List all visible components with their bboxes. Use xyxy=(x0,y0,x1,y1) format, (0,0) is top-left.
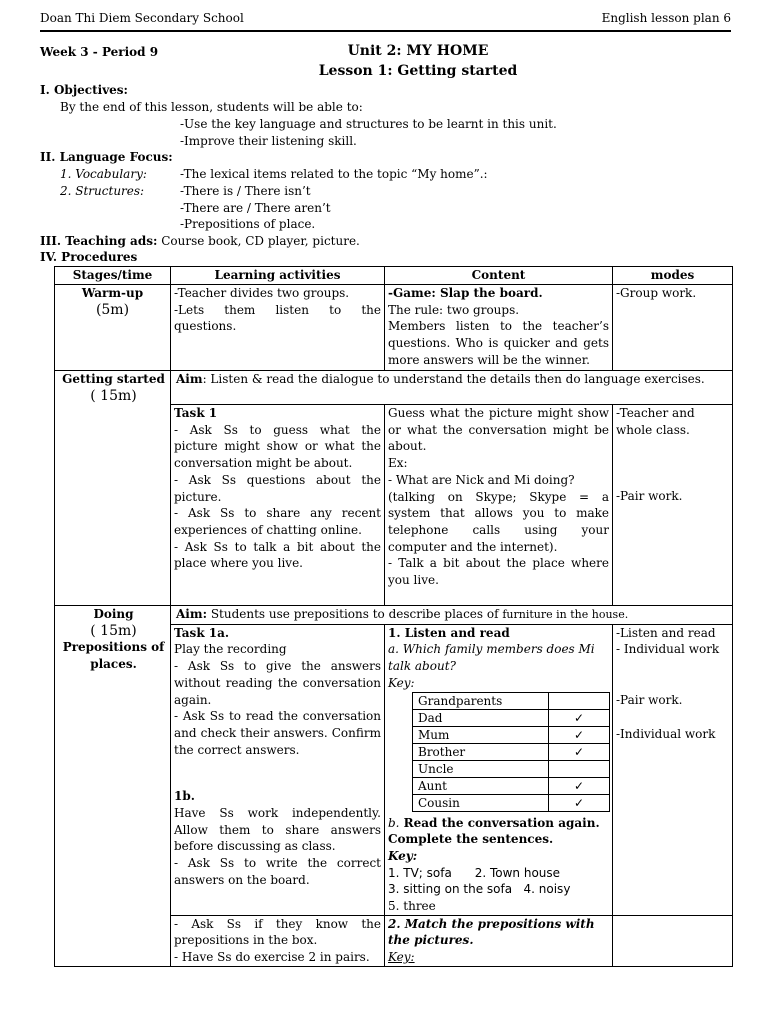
activity-line: -Lets them listen to the questions. xyxy=(174,302,381,334)
aim-cell xyxy=(171,606,733,625)
check-mark-icon xyxy=(549,760,610,777)
activity-line: - Ask Ss if they know the prepositions in the box. xyxy=(174,916,381,948)
aim-text: : Listen & read the dialogue to understand the details then do language exercises. xyxy=(202,372,705,386)
family-key-row xyxy=(413,760,610,777)
structures-label: 2. Structures: xyxy=(60,184,145,198)
activities-cell xyxy=(171,624,385,915)
answer-line: 5. three xyxy=(388,899,436,914)
stage-name: Doing xyxy=(93,607,134,621)
check-mark-icon: ✓ xyxy=(549,726,610,743)
family-member: Mum xyxy=(413,726,549,743)
activities-cell xyxy=(171,915,385,966)
aim-label: Aim: xyxy=(176,607,207,621)
page-header xyxy=(40,6,731,32)
activity-line: - Ask Ss to read the conversation and check their answers. Confirm the correct answers. xyxy=(174,709,381,757)
activity-line: Play the recording xyxy=(174,642,287,657)
mode-line: -Individual work xyxy=(616,726,716,741)
stage-name: Warm-up xyxy=(81,286,144,300)
activity-line: -Teacher divides two groups. xyxy=(174,286,350,300)
task-label: Task 1a. xyxy=(174,625,230,640)
aim-text: Students use prepositions to describe places of xyxy=(207,607,503,621)
content-cell xyxy=(385,285,613,371)
mode-line: - Individual work xyxy=(616,642,720,657)
stage-cell xyxy=(55,371,171,606)
activities-cell xyxy=(171,285,385,371)
table-header-row xyxy=(55,267,733,285)
stage-name: Getting started xyxy=(62,372,165,386)
aim-text-small: furniture in the house. xyxy=(502,608,629,621)
teaching-aids-heading: III. Teaching ads: xyxy=(40,234,158,248)
table-row-doing-aim xyxy=(55,606,733,625)
mode-cell xyxy=(613,285,733,371)
week-period: Week 3 - Period 9 xyxy=(40,45,159,59)
activity-line: - Ask Ss to give the answers without reading the conversation again. xyxy=(174,659,381,707)
structure-item: -Prepositions of place. xyxy=(180,217,316,231)
mode-cell xyxy=(613,405,733,606)
col-header: Stages/time xyxy=(55,267,171,285)
col-header: modes xyxy=(613,267,733,285)
family-key-table xyxy=(412,692,610,812)
check-mark-icon: ✓ xyxy=(549,743,610,760)
aim-cell xyxy=(171,371,733,405)
answer-line: 1. TV; sofa 2. Town house xyxy=(388,865,561,880)
family-key-row xyxy=(413,794,610,811)
key-label: Key: xyxy=(388,950,415,965)
unit-title: Unit 2: MY HOME xyxy=(347,43,489,59)
language-focus-heading: II. Language Focus: xyxy=(40,150,173,164)
mode-cell xyxy=(613,915,733,966)
game-title: -Game: Slap the board. xyxy=(388,286,543,300)
task-label: Task 1 xyxy=(174,406,218,420)
content-cell xyxy=(385,405,613,606)
table-row-warmup xyxy=(55,285,733,371)
content-line: - Talk a bit about the place where you live. xyxy=(388,556,609,588)
structure-item: -There is / There isn’t xyxy=(180,184,311,198)
vocabulary-label: 1. Vocabulary: xyxy=(60,167,147,181)
stage-cell xyxy=(55,606,171,967)
activities-cell xyxy=(171,405,385,606)
objectives-heading: I. Objectives: xyxy=(40,83,128,97)
procedures-heading: IV. Procedures xyxy=(40,250,138,264)
objective-item: -Improve their listening skill. xyxy=(180,134,357,148)
check-mark-icon xyxy=(549,692,610,709)
exercise-b-label: b. xyxy=(388,815,400,830)
family-key-row xyxy=(413,777,610,794)
content-line: Members listen to the teacher’s questions. Who is quicker and gets more answers will be the winner. xyxy=(388,319,609,367)
content-line: The rule: two groups. xyxy=(388,302,520,317)
mode-cell xyxy=(613,624,733,915)
family-member: Cousin xyxy=(413,794,549,811)
objective-item: -Use the key language and structures to be learnt in this unit. xyxy=(180,117,557,131)
content-line: - What are Nick and Mi doing? xyxy=(388,472,575,487)
teaching-aids-text: Course book, CD player, picture. xyxy=(161,234,360,248)
mode-line: -Teacher and whole class. xyxy=(616,406,695,437)
exercise-question: a. Which family members does Mi talk about? xyxy=(388,642,595,674)
activity-line: - Ask Ss to guess what the picture might show or what the conversation might be about. xyxy=(174,422,381,471)
plan-name: English lesson plan 6 xyxy=(601,11,731,25)
mode-line: -Group work. xyxy=(616,286,697,300)
key-label: Key: xyxy=(388,675,415,690)
family-member: Dad xyxy=(413,709,549,726)
school-name: Doan Thi Diem Secondary School xyxy=(40,11,244,25)
task-label: 1b. xyxy=(174,789,195,804)
col-header: Content xyxy=(385,267,613,285)
exercise-title: 2. Match the prepositions with the pictures. xyxy=(388,916,595,948)
structure-item: -There are / There aren’t xyxy=(180,201,331,215)
family-member: Grandparents xyxy=(413,692,549,709)
activity-line: - Ask Ss to share any recent experiences of chatting online. xyxy=(174,506,381,537)
content-cell xyxy=(385,915,613,966)
mode-line: -Listen and read xyxy=(616,625,716,640)
family-member: Uncle xyxy=(413,760,549,777)
stage-subtitle: Prepositions of places. xyxy=(62,640,165,672)
activity-line: - Have Ss do exercise 2 in pairs. xyxy=(174,950,370,965)
exercise-b-text: Read the conversation again. Complete the sentences. xyxy=(388,815,600,847)
family-member: Brother xyxy=(413,743,549,760)
lesson-title: Lesson 1: Getting started xyxy=(318,63,518,79)
exercise-title: 1. Listen and read xyxy=(388,625,510,640)
vocabulary-text: -The lexical items related to the topic “My home”.: xyxy=(180,167,488,181)
mode-line: -Pair work. xyxy=(616,489,683,504)
stage-cell xyxy=(55,285,171,371)
aim-label: Aim xyxy=(176,372,203,386)
objectives-intro: By the end of this lesson, students will be able to: xyxy=(60,100,363,114)
key-label: Key: xyxy=(388,848,418,863)
activity-line: Have Ss work independently. Allow them to share answers before discussing as class. xyxy=(174,806,381,854)
family-key-row xyxy=(413,726,610,743)
stage-time: ( 15m) xyxy=(90,622,137,639)
mode-line: -Pair work. xyxy=(616,693,683,708)
activity-line: - Ask Ss questions about the picture. xyxy=(174,472,381,504)
family-key-row xyxy=(413,743,610,760)
exercise-b xyxy=(388,815,609,848)
check-mark-icon: ✓ xyxy=(549,777,610,794)
check-mark-icon: ✓ xyxy=(549,794,610,811)
procedures-table xyxy=(54,266,733,967)
family-key-row xyxy=(413,709,610,726)
family-key-row xyxy=(413,692,610,709)
family-member: Aunt xyxy=(413,777,549,794)
check-mark-icon: ✓ xyxy=(549,709,610,726)
stage-time: (5m) xyxy=(95,301,130,318)
stage-time: ( 15m) xyxy=(90,387,137,404)
activity-line: - Ask Ss to talk a bit about the place where you live. xyxy=(174,539,381,571)
table-row-getting-started-aim xyxy=(55,371,733,405)
col-header: Learning activities xyxy=(171,267,385,285)
teaching-aids-line xyxy=(40,233,360,250)
content-line: Guess what the picture might show or what the conversation might be about. xyxy=(388,406,609,454)
activity-line: - Ask Ss to write the correct answers on the board. xyxy=(174,856,381,887)
content-line: Ex: xyxy=(388,456,408,471)
content-cell xyxy=(385,624,613,915)
content-line: (talking on Skype; Skype = a system that allows you to make telephone calls using your computer and the internet). xyxy=(388,489,609,554)
answer-line: 3. sitting on the sofa 4. noisy xyxy=(388,882,571,897)
